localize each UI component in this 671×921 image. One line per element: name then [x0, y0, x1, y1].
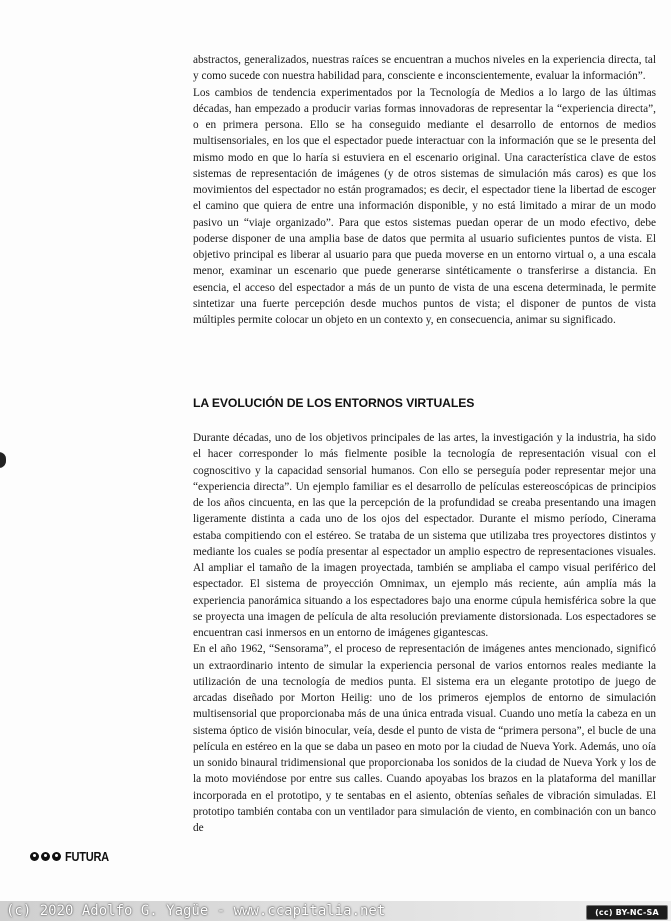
- cc-icon: (cc): [595, 908, 616, 917]
- futura-circles-icon: [30, 852, 39, 861]
- paragraph: abstractos, generalizados, nuestras raíces se encuentran a muchos niveles en la experiencia directa, tal y como sucede con nuestra habilidad para, consciente e inconscientemente, evaluar la información”.: [193, 54, 656, 83]
- futura-circles-icon: [41, 852, 50, 861]
- paragraph: Los cambios de tendencia experimentados por la Tecnología de Medios a lo largo de las últimas décadas, han empezado a producir varias formas innovadoras de representar la “experiencia directa”, o en primera persona. Ello se ha conseguido mediante el desarrollo de entornos de medios multisensoriales, en los que el espectador puede interactuar con la información que se le presenta del mismo modo en que lo haría si estuviera en el escenario original. Una característica clave de estos sistemas de representación de imágenes (y de otros sistemas de simulación más caros) es que los movimientos del espectador no están programados; es decir, el espectador tiene la libertad de escoger el camino que quiera de entre una información disponible, y no está limitado a mirar de un modo pasivo un “viaje organizado”. Para que estos sistemas puedan operar de un modo efectivo, debe poderse disponer de una amplia base de datos que permita al usuario suficientes puntos de vista. El objetivo principal es liberar al usuario para que pueda moverse en un entorno virtual o, a una escala menor, examinar un escenario que puede generarse sintéticamente o transferirse a distancia. En esencia, el acceso del espectador a más de un punto de vista de una escena determinada, le permite sintetizar una fuerte percepción desde muchos puntos de vista; el disponer de puntos de vista múltiples permite colocar un objeto en un contexto y, en consecuencia, animar su significado.: [193, 86, 656, 326]
- paragraph: Durante décadas, uno de los objetivos principales de las artes, la investigación y la industria, ha sido el hacer corresponder lo más fielmente posible la tecnología de representación visual con el cognoscitivo y la capacidad sensorial humanos. Con ello se perseguía poder representar mejor una “experiencia directa”. Un ejemplo familiar es el desarrollo de películas estereoscópicas de principios de los años cincuenta, en las que la percepción de la profundidad se creaba presentando una imagen ligeramente distinta a cada uno de los ojos del espectador. Durante el mismo período, Cinerama estaba compitiendo con el estéreo. Se trataba de un sistema que utilizaba tres proyectores distintos y mediante los cuales se podía presentar al espectador un amplio espectro de representaciones visuales. Al ampliar el tamaño de la imagen proyectada, también se ampliaba el campo visual periférico del espectador. El sistema de proyección Omnimax, un ejemplo más reciente, aún amplía más la experiencia panorámica situando a los espectadores bajo una enorme cúpula hemisférica sobre la que se proyecta una imagen de película de alta resolución previamente distorsionada. Los espectadores se encuentran casi inmersos en un entorno de imágenes gigantescas.: [193, 432, 656, 639]
- section-heading: LA EVOLUCIÓN DE LOS ENTORNOS VIRTUALES: [193, 396, 475, 410]
- logo-text: FUTURA: [65, 849, 109, 864]
- watermark-text: (c) 2020 Adolfo G. Yagüe - www.ccapitalia.net: [6, 903, 386, 919]
- text-block-bottom: [193, 430, 656, 836]
- cc-license-badge[interactable]: [586, 905, 668, 920]
- binding-edge-mark: [0, 452, 6, 468]
- text-block-top: [193, 52, 656, 328]
- paragraph: En el año 1962, “Sensorama”, el proceso de representación de imágenes antes mencionado, significó un extraordinario intento de simular la experiencia personal de varios entornos reales mediante la utilización de una tecnología de medios punta. El sistema era un elegante prototipo de juego de arcadas diseñado por Morton Heilig: uno de los primeros ejemplos de entorno de simulación multisensorial que proporcionaba más de una única entrada visual. Cuando uno metía la cabeza en un sistema óptico de visión binocular, veía, desde el punto de vista de “primera persona”, el bucle de una película en estéreo en la que se daba un paseo en moto por la ciudad de Nueva York. Además, uno oía un sonido binaural tridimensional que proporcionaba los sonidos de la ciudad de Nueva York y los de la moto moviéndose por entre sus calles. Cuando apoyabas los brazos en la plataforma del manillar incorporada en el prototipo, y te sentabas en el asiento, obtenías señales de vibración simuladas. El prototipo también contaba con un ventilador para simulación de viento, en combinación con un banco de: [193, 643, 656, 834]
- cc-badge-text: BY-NC-SA: [615, 908, 659, 917]
- futura-circles-icon: [52, 852, 61, 861]
- publisher-logo: [30, 849, 117, 864]
